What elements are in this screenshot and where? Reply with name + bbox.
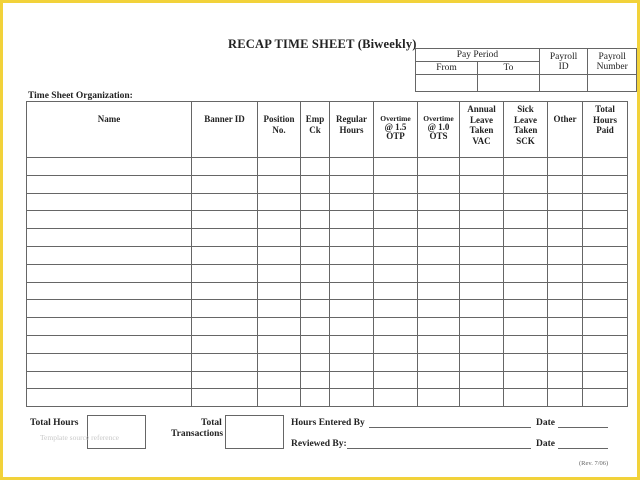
table-cell[interactable] [27, 371, 192, 389]
table-cell[interactable] [374, 193, 418, 211]
table-cell[interactable] [330, 282, 374, 300]
table-cell[interactable] [418, 264, 460, 282]
table-cell[interactable] [330, 193, 374, 211]
table-cell[interactable] [374, 335, 418, 353]
table-cell[interactable] [301, 353, 330, 371]
table-row [27, 282, 628, 300]
table-cell[interactable] [504, 229, 548, 247]
total-transactions-label-1: Total [201, 418, 222, 428]
table-cell[interactable] [583, 318, 628, 336]
table-cell[interactable] [583, 371, 628, 389]
hours-entered-by-label: Hours Entered By [291, 418, 365, 428]
table-row [27, 211, 628, 229]
table-cell[interactable] [301, 282, 330, 300]
table-cell[interactable] [548, 371, 583, 389]
time-entry-table [26, 101, 628, 407]
table-cell[interactable] [374, 389, 418, 407]
payroll-number-field[interactable] [588, 75, 637, 92]
table-cell[interactable] [504, 246, 548, 264]
table-cell[interactable] [192, 318, 258, 336]
table-cell[interactable] [504, 371, 548, 389]
table-cell[interactable] [583, 282, 628, 300]
table-cell[interactable] [548, 246, 583, 264]
table-cell[interactable] [548, 389, 583, 407]
table-cell[interactable] [301, 229, 330, 247]
table-cell[interactable] [301, 389, 330, 407]
reviewed-by-line[interactable] [347, 448, 531, 449]
table-cell[interactable] [418, 318, 460, 336]
table-cell[interactable] [258, 389, 301, 407]
table-cell[interactable] [27, 318, 192, 336]
table-cell[interactable] [374, 175, 418, 193]
revision-note: (Rev. 7/06) [579, 460, 609, 467]
table-cell[interactable] [27, 282, 192, 300]
table-cell[interactable] [418, 211, 460, 229]
payroll-id-header: Payroll ID [539, 49, 588, 75]
table-cell[interactable] [27, 335, 192, 353]
table-cell[interactable] [27, 300, 192, 318]
table-cell[interactable] [301, 264, 330, 282]
table-cell[interactable] [330, 371, 374, 389]
table-row [27, 389, 628, 407]
table-cell[interactable] [374, 246, 418, 264]
table-cell[interactable] [418, 158, 460, 176]
table-cell[interactable] [301, 246, 330, 264]
table-cell[interactable] [583, 211, 628, 229]
table-cell[interactable] [258, 335, 301, 353]
col-sick-leave-header: Sick Leave Taken SCK [504, 102, 548, 158]
table-cell[interactable] [330, 211, 374, 229]
date-label-2: Date [536, 439, 555, 449]
table-cell[interactable] [330, 158, 374, 176]
table-cell[interactable] [192, 335, 258, 353]
table-cell[interactable] [192, 389, 258, 407]
table-cell[interactable] [460, 300, 504, 318]
table-cell[interactable] [192, 371, 258, 389]
table-cell[interactable] [504, 282, 548, 300]
table-cell[interactable] [583, 193, 628, 211]
table-cell[interactable] [460, 318, 504, 336]
table-row [27, 318, 628, 336]
table-row [27, 229, 628, 247]
table-cell[interactable] [504, 389, 548, 407]
table-cell[interactable] [330, 246, 374, 264]
table-cell[interactable] [258, 193, 301, 211]
table-cell[interactable] [258, 175, 301, 193]
payroll-number-header: Payroll Number [588, 49, 637, 75]
table-cell[interactable] [374, 300, 418, 318]
table-cell[interactable] [460, 389, 504, 407]
table-cell[interactable] [374, 371, 418, 389]
table-cell[interactable] [27, 353, 192, 371]
table-cell[interactable] [330, 264, 374, 282]
table-cell[interactable] [330, 389, 374, 407]
table-cell[interactable] [418, 389, 460, 407]
table-cell[interactable] [301, 335, 330, 353]
table-cell[interactable] [460, 229, 504, 247]
table-cell[interactable] [548, 353, 583, 371]
date-line-2[interactable] [558, 448, 608, 449]
table-row [27, 353, 628, 371]
table-cell[interactable] [504, 300, 548, 318]
to-field[interactable] [478, 75, 540, 92]
table-cell[interactable] [27, 158, 192, 176]
table-cell[interactable] [330, 318, 374, 336]
table-cell[interactable] [460, 282, 504, 300]
table-cell[interactable] [460, 193, 504, 211]
table-cell[interactable] [301, 158, 330, 176]
table-cell[interactable] [583, 264, 628, 282]
table-cell[interactable] [418, 371, 460, 389]
payroll-id-field[interactable] [539, 75, 588, 92]
table-cell[interactable] [548, 229, 583, 247]
table-cell[interactable] [418, 175, 460, 193]
table-cell[interactable] [504, 353, 548, 371]
table-cell[interactable] [258, 158, 301, 176]
table-cell[interactable] [192, 229, 258, 247]
col-banner-id-header: Banner ID [192, 102, 258, 158]
table-cell[interactable] [418, 353, 460, 371]
table-cell[interactable] [418, 282, 460, 300]
table-cell[interactable] [548, 318, 583, 336]
table-cell[interactable] [301, 175, 330, 193]
table-cell[interactable] [330, 229, 374, 247]
from-field[interactable] [416, 75, 478, 92]
total-hours-label: Total Hours [30, 418, 79, 428]
table-cell[interactable] [374, 282, 418, 300]
table-cell[interactable] [192, 211, 258, 229]
table-cell[interactable] [418, 246, 460, 264]
col-overtime-15-header: Overtime @ 1.5 OTP [374, 102, 418, 158]
table-row [27, 335, 628, 353]
table-cell[interactable] [504, 193, 548, 211]
table-cell[interactable] [583, 158, 628, 176]
col-position-header: Position No. [258, 102, 301, 158]
table-cell[interactable] [258, 282, 301, 300]
organization-label: Time Sheet Organization: [28, 91, 133, 101]
table-cell[interactable] [258, 229, 301, 247]
table-cell[interactable] [301, 300, 330, 318]
total-transactions-box[interactable] [225, 415, 284, 449]
table-cell[interactable] [301, 211, 330, 229]
table-row [27, 246, 628, 264]
table-cell[interactable] [374, 264, 418, 282]
watermark-text: Template source reference [40, 433, 120, 442]
table-cell[interactable] [301, 318, 330, 336]
table-cell[interactable] [27, 264, 192, 282]
table-cell[interactable] [374, 318, 418, 336]
table-row [27, 193, 628, 211]
table-cell[interactable] [192, 193, 258, 211]
table-cell[interactable] [27, 246, 192, 264]
table-cell[interactable] [330, 300, 374, 318]
table-row [27, 371, 628, 389]
table-cell[interactable] [27, 229, 192, 247]
table-cell[interactable] [583, 175, 628, 193]
table-cell[interactable] [27, 193, 192, 211]
table-cell[interactable] [548, 300, 583, 318]
table-cell[interactable] [330, 335, 374, 353]
col-annual-leave-header: Annual Leave Taken VAC [460, 102, 504, 158]
table-cell[interactable] [583, 353, 628, 371]
table-cell[interactable] [460, 335, 504, 353]
table-cell[interactable] [27, 389, 192, 407]
table-cell[interactable] [258, 371, 301, 389]
table-cell[interactable] [330, 175, 374, 193]
table-cell[interactable] [548, 264, 583, 282]
table-cell[interactable] [504, 211, 548, 229]
table-cell[interactable] [374, 211, 418, 229]
table-cell[interactable] [374, 158, 418, 176]
table-cell[interactable] [192, 282, 258, 300]
total-hours-box[interactable] [87, 415, 146, 449]
table-cell[interactable] [583, 229, 628, 247]
table-cell[interactable] [258, 246, 301, 264]
table-cell[interactable] [192, 300, 258, 318]
table-cell[interactable] [258, 264, 301, 282]
table-cell[interactable] [418, 335, 460, 353]
table-cell[interactable] [330, 353, 374, 371]
table-cell[interactable] [548, 282, 583, 300]
table-cell[interactable] [301, 193, 330, 211]
date-label-1: Date [536, 418, 555, 428]
form-title: RECAP TIME SHEET (Biweekly) [228, 37, 417, 51]
table-cell[interactable] [583, 389, 628, 407]
pay-period-box [415, 48, 637, 92]
table-cell[interactable] [548, 211, 583, 229]
table-cell[interactable] [418, 300, 460, 318]
hours-entered-by-line[interactable] [369, 427, 531, 428]
table-cell[interactable] [460, 158, 504, 176]
table-cell[interactable] [583, 246, 628, 264]
table-cell[interactable] [504, 158, 548, 176]
table-cell[interactable] [374, 353, 418, 371]
table-cell[interactable] [192, 246, 258, 264]
col-other-header: Other [548, 102, 583, 158]
table-cell[interactable] [504, 175, 548, 193]
table-cell[interactable] [460, 246, 504, 264]
table-cell[interactable] [374, 229, 418, 247]
table-cell[interactable] [258, 318, 301, 336]
table-cell[interactable] [460, 211, 504, 229]
table-cell[interactable] [418, 193, 460, 211]
table-cell[interactable] [460, 175, 504, 193]
col-overtime-10-header: Overtime @ 1.0 OTS [418, 102, 460, 158]
table-cell[interactable] [583, 335, 628, 353]
table-cell[interactable] [548, 193, 583, 211]
table-cell[interactable] [192, 158, 258, 176]
table-cell[interactable] [192, 175, 258, 193]
table-cell[interactable] [418, 229, 460, 247]
table-cell[interactable] [504, 318, 548, 336]
table-cell[interactable] [460, 371, 504, 389]
table-cell[interactable] [258, 353, 301, 371]
table-cell[interactable] [460, 264, 504, 282]
total-transactions-label-2: Transactions [171, 429, 224, 439]
table-cell[interactable] [192, 353, 258, 371]
col-name-header: Name [27, 102, 192, 158]
table-cell[interactable] [27, 175, 192, 193]
table-cell[interactable] [27, 211, 192, 229]
table-cell[interactable] [504, 264, 548, 282]
table-cell[interactable] [192, 264, 258, 282]
table-cell[interactable] [548, 158, 583, 176]
reviewed-by-label: Reviewed By: [291, 439, 347, 449]
table-cell[interactable] [301, 371, 330, 389]
table-cell[interactable] [548, 175, 583, 193]
table-row [27, 175, 628, 193]
col-total-hours-header: Total Hours Paid [583, 102, 628, 158]
table-cell[interactable] [583, 300, 628, 318]
table-row [27, 264, 628, 282]
table-cell[interactable] [460, 353, 504, 371]
table-cell[interactable] [258, 300, 301, 318]
date-line-1[interactable] [558, 427, 608, 428]
table-row [27, 158, 628, 176]
time-sheet-form [3, 3, 637, 477]
table-cell[interactable] [504, 335, 548, 353]
from-label: From [416, 62, 478, 75]
table-cell[interactable] [548, 335, 583, 353]
table-cell[interactable] [258, 211, 301, 229]
col-regular-hours-header: Regular Hours [330, 102, 374, 158]
to-label: To [478, 62, 540, 75]
col-emp-ck-header: Emp Ck [301, 102, 330, 158]
pay-period-label: Pay Period [416, 49, 540, 62]
table-row [27, 300, 628, 318]
